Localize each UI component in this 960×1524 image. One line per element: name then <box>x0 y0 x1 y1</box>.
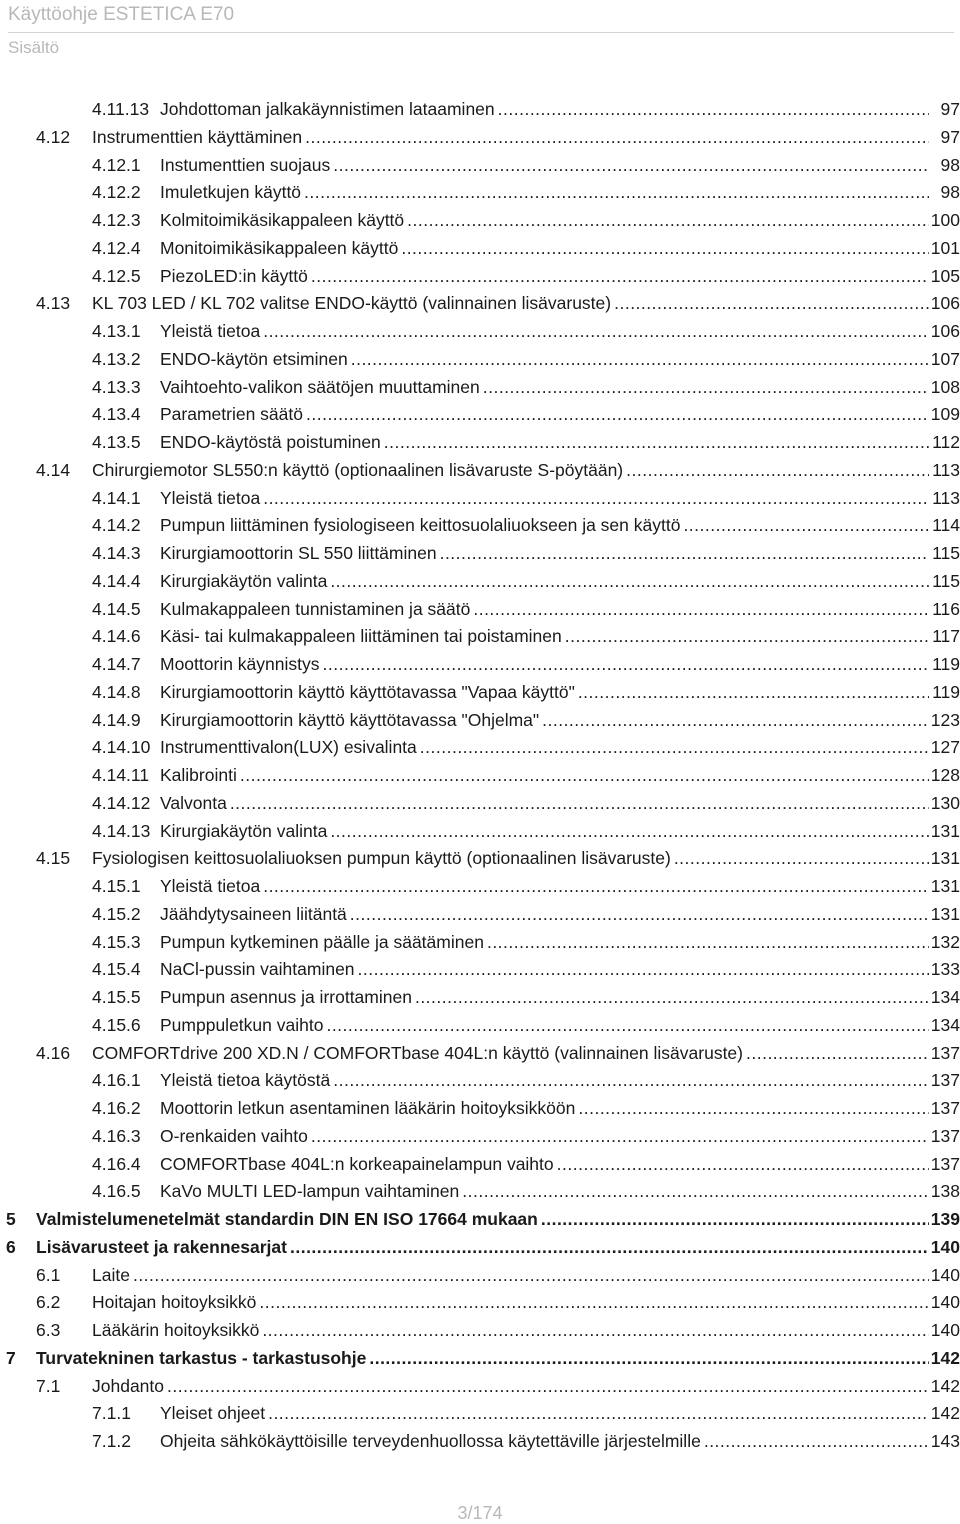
toc-entry[interactable] <box>0 1373 960 1401</box>
dot-leader <box>562 623 929 651</box>
toc-entry[interactable] <box>0 235 960 263</box>
toc-entry-page-number: 142 <box>930 1403 960 1424</box>
toc-entry-page-number: 142 <box>930 1347 960 1368</box>
toc-entry-line <box>160 1012 929 1040</box>
toc-entry-line <box>160 679 929 707</box>
toc-entry-page-number: 140 <box>930 1264 960 1285</box>
toc-entry-page-number: 133 <box>930 959 960 980</box>
toc-entry-title: Chirurgiemotor SL550:n käyttö (optionaalinen lisävaruste S-pöytään) <box>92 459 624 480</box>
toc-entry-line <box>160 540 929 568</box>
toc-entry-title: ENDO-käytöstä poistuminen <box>160 432 381 452</box>
dot-leader <box>623 457 929 485</box>
toc-entry-line <box>92 1317 929 1345</box>
toc-entry-line <box>160 901 929 929</box>
dot-leader <box>495 96 929 124</box>
toc-entry-number: 4.12.2 <box>92 182 141 203</box>
toc-entry-line <box>160 1178 929 1206</box>
toc-entry-number: 4.14.12 <box>92 792 151 813</box>
toc-entry-line <box>160 207 929 235</box>
toc-entry-line <box>160 568 929 596</box>
toc-entry-page-number: 134 <box>930 987 960 1007</box>
toc-entry[interactable] <box>0 1289 960 1317</box>
toc-entry-number: 4.15.1 <box>92 876 141 896</box>
dot-leader <box>287 1234 929 1262</box>
toc-entry-line <box>160 790 929 818</box>
dot-leader <box>437 540 929 568</box>
toc-entry-title: Pumppuletkun vaihto <box>160 1014 324 1035</box>
toc-entry-line <box>92 1289 929 1317</box>
toc-entry-title: Lisävarusteet ja rakennesarjat <box>36 1236 287 1257</box>
toc-entry-number: 4.14.8 <box>92 681 141 702</box>
toc-entry-number: 4.12.5 <box>92 265 141 286</box>
toc-entry[interactable] <box>0 707 960 735</box>
toc-entry-page-number: 123 <box>930 709 960 730</box>
toc-entry-number: 4.14.6 <box>92 626 141 647</box>
toc-entry-title: Parametrien säätö <box>160 404 303 425</box>
toc-entry-line <box>92 290 929 318</box>
toc-entry[interactable] <box>0 984 960 1012</box>
dot-leader <box>348 346 929 374</box>
dot-leader <box>227 790 929 818</box>
toc-entry-line <box>160 762 929 790</box>
toc-entry[interactable] <box>0 1345 960 1373</box>
toc-entry-page-number: 142 <box>930 1375 960 1396</box>
toc-entry[interactable] <box>0 96 960 124</box>
toc-entry-title: Laite <box>92 1264 130 1285</box>
toc-entry-title: KaVo MULTI LED-lampun vaihtaminen <box>160 1181 460 1202</box>
toc-entry-number: 4.15.3 <box>92 931 141 952</box>
toc-entry-page-number: 140 <box>930 1320 960 1340</box>
toc-entry-page-number: 106 <box>930 293 960 314</box>
toc-entry-title: KL 703 LED / KL 702 valitse ENDO-käyttö (valinnainen lisävaruste) <box>92 293 612 314</box>
toc-entry-number: 4.14.1 <box>92 487 141 508</box>
dot-leader <box>480 374 929 402</box>
toc-entry-page-number: 105 <box>930 265 960 286</box>
dot-leader <box>575 679 929 707</box>
toc-entry-line <box>92 1262 929 1290</box>
toc-entry-title: Instrumenttien käyttäminen <box>92 126 303 147</box>
toc-entry-title: Valvonta <box>160 792 227 813</box>
dot-leader <box>347 901 929 929</box>
toc-entry[interactable] <box>0 401 960 429</box>
toc-entry-number: 4.13.2 <box>92 348 141 369</box>
toc-entry-page-number: 137 <box>930 1042 960 1063</box>
dot-leader <box>320 651 929 679</box>
toc-entry-title: COMFORTbase 404L:n korkeapainelampun vaihto <box>160 1153 554 1174</box>
toc-entry[interactable] <box>0 1095 960 1123</box>
toc-entry-title: Kirurgiamoottorin käyttö käyttötavassa "Vapaa käyttö" <box>160 681 575 702</box>
toc-entry-number: 7.1 <box>36 1375 61 1396</box>
toc-entry[interactable] <box>0 679 960 707</box>
dot-leader <box>301 179 929 207</box>
toc-entry-number: 7.1.1 <box>92 1403 131 1424</box>
dot-leader <box>260 873 929 901</box>
toc-entry-line <box>36 1234 929 1262</box>
toc-entry[interactable] <box>0 346 960 374</box>
toc-entry-title: Instrumenttivalon(LUX) esivalinta <box>160 737 417 758</box>
toc-entry[interactable] <box>0 845 960 873</box>
toc-entry-page-number: 119 <box>932 654 960 674</box>
toc-entry-number: 4.14.7 <box>92 654 141 674</box>
toc-entry-number: 6 <box>6 1236 16 1257</box>
toc-entry-page-number: 113 <box>932 459 960 480</box>
toc-entry-number: 6.3 <box>36 1320 61 1340</box>
toc-entry-title: Instumenttien suojaus <box>160 154 331 175</box>
toc-entry-line <box>160 873 929 901</box>
dot-leader <box>323 1012 929 1040</box>
toc-entry-line <box>160 1151 929 1179</box>
toc-entry[interactable] <box>0 1206 960 1234</box>
toc-entry[interactable] <box>0 762 960 790</box>
dot-leader <box>330 1067 929 1095</box>
toc-entry-title: COMFORTdrive 200 XD.N / COMFORTbase 404L:n käyttö (valinnainen lisävaruste) <box>92 1042 743 1063</box>
toc-entry-page-number: 131 <box>930 903 960 924</box>
toc-entry-number: 4.13.3 <box>92 376 141 397</box>
toc-entry-line <box>160 651 929 679</box>
toc-entry-page-number: 117 <box>932 626 960 647</box>
dot-leader <box>366 1345 929 1373</box>
toc-entry[interactable] <box>0 124 960 152</box>
toc-entry-title: Kalibrointi <box>160 765 237 785</box>
dot-leader <box>381 429 929 457</box>
toc-entry-line <box>160 346 929 374</box>
toc-entry-title: Yleistä tietoa <box>160 487 261 508</box>
toc-entry-line <box>160 179 929 207</box>
dot-leader <box>327 818 929 846</box>
document-title: Käyttöohje ESTETICA E70 <box>8 4 235 25</box>
toc-entry[interactable] <box>0 540 960 568</box>
toc-entry-title: Moottorin käynnistys <box>160 654 320 674</box>
toc-entry[interactable] <box>0 596 960 624</box>
toc-entry-number: 4.16 <box>36 1042 71 1063</box>
toc-entry-line <box>160 1400 929 1428</box>
toc-entry-title: Moottorin letkun asentaminen lääkärin hoitoyksikköön <box>160 1098 576 1118</box>
toc-entry[interactable] <box>0 1123 960 1151</box>
toc-entry-number: 6.2 <box>36 1292 61 1313</box>
toc-entry[interactable] <box>0 790 960 818</box>
toc-entry-line <box>160 984 929 1012</box>
toc-entry-title: Ohjeita sähkökäyttöisille terveydenhuollossa käytettäville järjestelmille <box>160 1431 701 1451</box>
toc-entry[interactable] <box>0 512 960 540</box>
toc-entry-line <box>160 96 929 124</box>
toc-entry-line <box>160 485 929 513</box>
toc-entry[interactable] <box>0 1040 960 1068</box>
toc-entry[interactable] <box>0 318 960 346</box>
toc-entry-number: 4.12 <box>36 126 71 147</box>
toc-entry-number: 4.16.2 <box>92 1098 141 1118</box>
toc-entry-title: Kolmitoimikäsikappaleen käyttö <box>160 210 405 230</box>
toc-entry-number: 4.14.2 <box>92 515 141 536</box>
toc-entry-page-number: 98 <box>940 154 960 175</box>
toc-entry-line <box>160 1428 929 1456</box>
toc-entry-page-number: 108 <box>930 376 960 397</box>
toc-entry[interactable] <box>0 179 960 207</box>
toc-entry-title: Imuletkujen käyttö <box>160 182 302 203</box>
toc-entry-line <box>92 845 929 873</box>
toc-entry[interactable] <box>0 1428 960 1456</box>
toc-entry-number: 4.13.4 <box>92 404 141 425</box>
toc-entry-page-number: 109 <box>930 404 960 425</box>
toc-entry-title: Turvatekninen tarkastus - tarkastusohje <box>36 1347 367 1368</box>
toc-entry-line <box>36 1345 929 1373</box>
toc-entry-line <box>160 707 929 735</box>
toc-entry-title: Pumpun asennus ja irrottaminen <box>160 987 412 1007</box>
dot-leader <box>575 1095 929 1123</box>
toc-entry-number: 4.14 <box>36 459 71 480</box>
toc-entry-line <box>160 1067 929 1095</box>
toc-entry[interactable] <box>0 651 960 679</box>
toc-entry[interactable] <box>0 901 960 929</box>
toc-entry-number: 4.16.4 <box>92 1153 141 1174</box>
dot-leader <box>327 568 929 596</box>
toc-entry-number: 4.13.5 <box>92 432 141 452</box>
toc-entry-page-number: 130 <box>930 792 960 813</box>
toc-entry-page-number: 98 <box>940 182 960 203</box>
toc-entry-title: Valmistelumenetelmät standardin DIN EN ISO 17664 mukaan <box>36 1209 538 1229</box>
dot-leader <box>259 1317 929 1345</box>
dot-leader <box>265 1400 929 1428</box>
dot-leader <box>538 1206 929 1234</box>
toc-entry[interactable] <box>0 152 960 180</box>
toc-entry-page-number: 138 <box>930 1181 960 1202</box>
toc-entry[interactable] <box>0 374 960 402</box>
dot-leader <box>404 207 929 235</box>
toc-entry-number: 4.15.5 <box>92 987 141 1007</box>
toc-entry-number: 4.14.3 <box>92 543 141 563</box>
toc-entry-number: 4.12.1 <box>92 154 141 175</box>
toc-entry-page-number: 143 <box>930 1431 960 1451</box>
toc-entry-title: Johdottoman jalkakäynnistimen lataaminen <box>160 99 495 119</box>
toc-entry[interactable] <box>0 1234 960 1262</box>
toc-entry-line <box>92 1040 929 1068</box>
toc-entry-title: Pumpun liittäminen fysiologiseen keittosuolaliuokseen ja sen käyttö <box>160 515 681 536</box>
toc-entry[interactable] <box>0 1262 960 1290</box>
dot-leader <box>256 1289 929 1317</box>
dot-leader <box>417 734 929 762</box>
toc-entry-line <box>160 263 929 291</box>
toc-entry-line <box>92 457 929 485</box>
toc-entry-line <box>92 124 929 152</box>
toc-entry-line <box>160 734 929 762</box>
toc-entry-title: Fysiologisen keittosuolaliuoksen pumpun käyttö (optionaalinen lisävaruste) <box>92 848 671 869</box>
toc-entry-number: 4.16.5 <box>92 1181 141 1202</box>
toc-entry-page-number: 113 <box>932 487 960 508</box>
toc-entry-title: Yleistä tietoa <box>160 321 261 341</box>
toc-entry-page-number: 127 <box>930 737 960 758</box>
dot-leader <box>303 401 929 429</box>
toc-entry-page-number: 137 <box>930 1153 960 1174</box>
dot-leader <box>355 956 929 984</box>
toc-entry[interactable] <box>0 1317 960 1345</box>
toc-entry-line <box>160 512 929 540</box>
toc-entry-line <box>160 429 929 457</box>
toc-entry-line <box>36 1206 929 1234</box>
toc-entry-number: 4.15 <box>36 848 71 869</box>
toc-entry[interactable] <box>0 1178 960 1206</box>
toc-entry[interactable] <box>0 1400 960 1428</box>
header-divider <box>8 32 954 33</box>
toc-entry-title: Lääkärin hoitoyksikkö <box>92 1320 260 1340</box>
dot-leader <box>680 512 929 540</box>
toc-entry-title: PiezoLED:in käyttö <box>160 265 308 286</box>
dot-leader <box>671 845 929 873</box>
toc-entry-title: Kirurgiamoottorin SL 550 liittäminen <box>160 543 437 563</box>
toc-entry-number: 4.16.3 <box>92 1125 141 1146</box>
toc-entry-line <box>160 1095 929 1123</box>
toc-entry-page-number: 134 <box>930 1014 960 1035</box>
toc-entry-page-number: 137 <box>930 1125 960 1146</box>
dot-leader <box>701 1428 929 1456</box>
toc-entry-line <box>160 152 929 180</box>
toc-entry-page-number: 100 <box>930 210 960 230</box>
dot-leader <box>260 318 929 346</box>
dot-leader <box>130 1262 929 1290</box>
toc-entry[interactable] <box>0 568 960 596</box>
toc-entry-page-number: 97 <box>940 99 960 119</box>
toc-entry-page-number: 140 <box>930 1292 960 1313</box>
toc-entry-line <box>160 401 929 429</box>
toc-entry-page-number: 116 <box>932 598 960 619</box>
table-of-contents <box>0 96 960 1456</box>
dot-leader <box>330 152 929 180</box>
dot-leader <box>539 707 929 735</box>
dot-leader <box>743 1040 929 1068</box>
toc-entry[interactable] <box>0 1067 960 1095</box>
toc-entry-number: 4.14.5 <box>92 598 141 619</box>
dot-leader <box>308 1123 929 1151</box>
toc-entry-title: Yleistä tietoa käytöstä <box>160 1070 331 1091</box>
toc-entry-number: 4.13 <box>36 293 71 314</box>
toc-entry-title: Vaihtoehto-valikon säätöjen muuttaminen <box>160 376 480 397</box>
toc-entry-page-number: 97 <box>940 126 960 147</box>
toc-entry-page-number: 137 <box>930 1098 960 1118</box>
toc-entry-line <box>160 929 929 957</box>
toc-entry-number: 4.15.6 <box>92 1014 141 1035</box>
dot-leader <box>164 1373 929 1401</box>
dot-leader <box>398 235 929 263</box>
toc-entry-number: 6.1 <box>36 1264 61 1285</box>
toc-entry-line <box>160 623 929 651</box>
toc-entry-page-number: 119 <box>932 681 960 702</box>
toc-entry-title: Johdanto <box>92 1375 165 1396</box>
toc-entry-page-number: 140 <box>930 1236 960 1257</box>
dot-leader <box>611 290 929 318</box>
toc-entry-page-number: 131 <box>930 876 960 896</box>
toc-entry-number: 4.16.1 <box>92 1070 141 1091</box>
toc-entry-page-number: 114 <box>932 515 960 536</box>
toc-entry-title: Käsi- tai kulmakappaleen liittäminen tai poistaminen <box>160 626 562 647</box>
dot-leader <box>412 984 929 1012</box>
toc-entry[interactable] <box>0 1012 960 1040</box>
toc-entry[interactable] <box>0 429 960 457</box>
dot-leader <box>484 929 929 957</box>
toc-entry-title: O-renkaiden vaihto <box>160 1125 308 1146</box>
dot-leader <box>554 1151 929 1179</box>
toc-entry-page-number: 128 <box>930 765 960 785</box>
toc-entry-title: Yleistä tietoa <box>160 876 261 896</box>
toc-entry-line <box>92 1373 929 1401</box>
toc-entry-page-number: 132 <box>930 931 960 952</box>
toc-entry-line <box>160 374 929 402</box>
toc-entry-number: 4.14.4 <box>92 570 141 591</box>
toc-entry-title: ENDO-käytön etsiminen <box>160 348 348 369</box>
toc-entry-number: 4.14.13 <box>92 820 151 841</box>
toc-entry-title: Kirurgiakäytön valinta <box>160 570 328 591</box>
toc-entry[interactable] <box>0 485 960 513</box>
toc-entry-title: NaCl-pussin vaihtaminen <box>160 959 355 980</box>
dot-leader <box>260 485 929 513</box>
toc-entry-number: 4.14.9 <box>92 709 141 730</box>
toc-entry-page-number: 101 <box>930 237 960 258</box>
toc-entry-page-number: 139 <box>930 1209 960 1229</box>
toc-entry-page-number: 112 <box>932 432 960 452</box>
toc-entry-title: Monitoimikäsikappaleen käyttö <box>160 237 399 258</box>
toc-entry[interactable] <box>0 818 960 846</box>
toc-entry[interactable] <box>0 929 960 957</box>
toc-entry-number: 7.1.2 <box>92 1431 131 1451</box>
toc-entry-title: Kulmakappaleen tunnistaminen ja säätö <box>160 598 471 619</box>
toc-entry-page-number: 131 <box>930 820 960 841</box>
toc-entry-title: Hoitajan hoitoyksikkö <box>92 1292 257 1313</box>
toc-entry-title: Kirurgiamoottorin käyttö käyttötavassa "Ohjelma" <box>160 709 540 730</box>
toc-entry-number: 4.15.4 <box>92 959 141 980</box>
toc-entry[interactable] <box>0 207 960 235</box>
dot-leader <box>470 596 929 624</box>
toc-entry-page-number: 106 <box>930 321 960 341</box>
dot-leader <box>302 124 929 152</box>
toc-entry-number: 4.11.13 <box>92 99 150 119</box>
toc-entry-line <box>160 1123 929 1151</box>
toc-entry-line <box>160 235 929 263</box>
toc-entry-number: 4.13.1 <box>92 321 141 341</box>
toc-entry-title: Kirurgiakäytön valinta <box>160 820 328 841</box>
toc-entry-line <box>160 818 929 846</box>
toc-entry[interactable] <box>0 1151 960 1179</box>
dot-leader <box>308 263 929 291</box>
toc-entry-page-number: 115 <box>932 543 960 563</box>
toc-entry[interactable] <box>0 873 960 901</box>
toc-entry[interactable] <box>0 956 960 984</box>
toc-entry-line <box>160 596 929 624</box>
toc-entry-number: 4.12.4 <box>92 237 141 258</box>
toc-entry[interactable] <box>0 290 960 318</box>
toc-entry-page-number: 107 <box>930 348 960 369</box>
toc-entry[interactable] <box>0 457 960 485</box>
toc-entry-number: 4.12.3 <box>92 210 141 230</box>
toc-entry-title: Jäähdytysaineen liitäntä <box>160 903 347 924</box>
toc-entry-page-number: 131 <box>930 848 960 869</box>
dot-leader <box>459 1178 929 1206</box>
toc-entry-number: 4.14.11 <box>92 765 150 785</box>
toc-entry-number: 4.15.2 <box>92 903 141 924</box>
dot-leader <box>237 762 929 790</box>
toc-entry-page-number: 115 <box>932 570 960 591</box>
toc-entry-title: Pumpun kytkeminen päälle ja säätäminen <box>160 931 484 952</box>
toc-entry-line <box>160 956 929 984</box>
toc-entry-page-number: 137 <box>930 1070 960 1091</box>
toc-entry-title: Yleiset ohjeet <box>160 1403 266 1424</box>
toc-entry-line <box>160 318 929 346</box>
toc-entry[interactable] <box>0 263 960 291</box>
section-title: Sisältö <box>8 38 60 57</box>
toc-entry-number: 4.14.10 <box>92 737 151 758</box>
toc-entry-number: 5 <box>6 1209 16 1229</box>
toc-entry[interactable] <box>0 623 960 651</box>
page-indicator: 3/174 <box>457 1503 503 1523</box>
toc-entry-number: 7 <box>6 1347 16 1368</box>
toc-entry[interactable] <box>0 734 960 762</box>
